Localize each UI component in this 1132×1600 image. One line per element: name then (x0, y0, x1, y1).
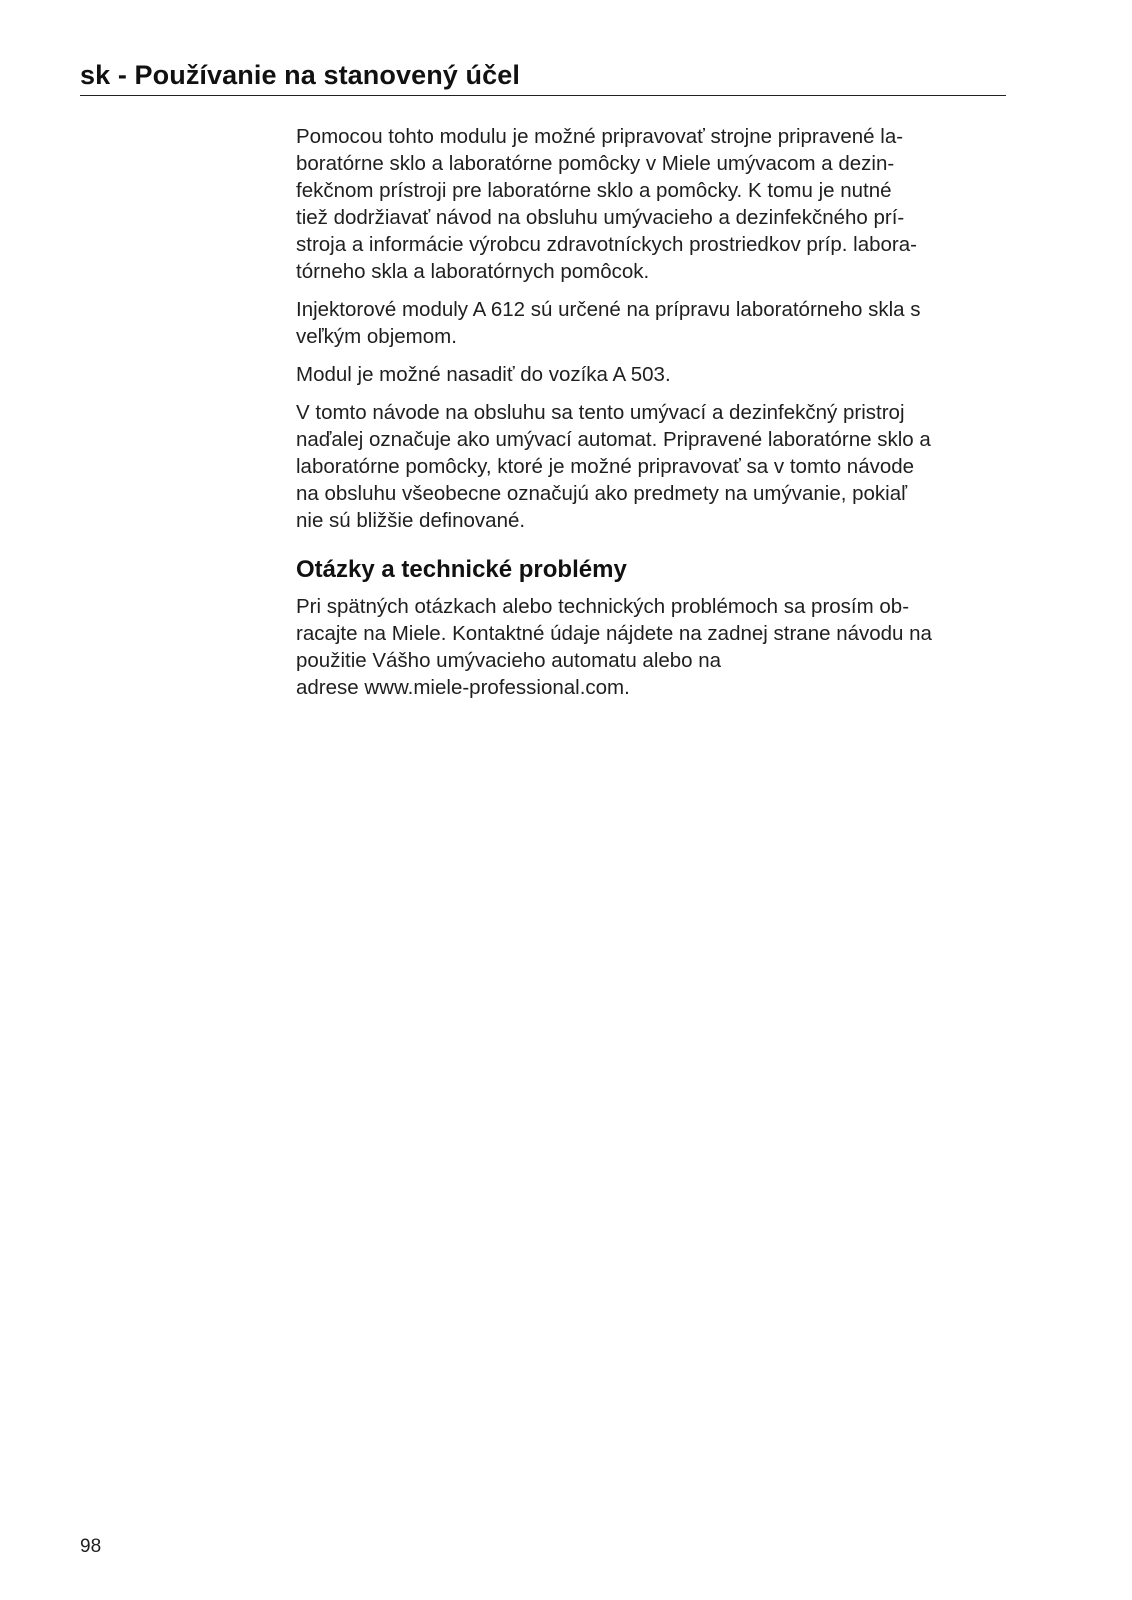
text-line: boratórne sklo a laboratórne pomôcky v Miele umývacom a dezin- (296, 152, 895, 175)
section-heading: Otázky a technické problémy (296, 556, 627, 583)
text-line: tiež dodržiavať návod na obsluhu umývacieho a dezinfekčného prí- (296, 206, 905, 229)
text-line: Pomocou tohto modulu je možné pripravovať strojne pripravené la- (296, 125, 904, 148)
page-title: sk - Používanie na stanovený účel (80, 60, 520, 90)
text-line: Modul je možné nasadiť do vozíka A 503. (296, 363, 671, 386)
text-line: tórneho skla a laboratórnych pomôcok. (296, 260, 650, 283)
text-line: stroja a informácie výrobcu zdravotníckych prostriedkov príp. labora- (296, 233, 917, 256)
paragraph-cart (296, 361, 1008, 388)
paragraph-contact (296, 593, 1008, 701)
page-number: 98 (80, 1536, 102, 1557)
text-line: Pri spätných otázkach alebo technických problémoch sa prosím ob- (296, 595, 910, 618)
text-line: racajte na Miele. Kontaktné údaje nájdete na zadnej strane návodu na (296, 622, 932, 645)
text-line: nie sú bližšie definované. (296, 509, 526, 532)
page-header (80, 60, 1006, 96)
text-line: fekčnom prístroji pre laboratórne sklo a pomôcky. K tomu je nutné (296, 179, 892, 202)
paragraph-terminology (296, 399, 1008, 534)
text-line: naďalej označuje ako umývací automat. Pripravené laboratórne sklo a (296, 428, 931, 451)
paragraph-purpose (296, 123, 1008, 285)
text-line: na obsluhu všeobecne označujú ako predmety na umývanie, pokiaľ (296, 482, 908, 505)
text-line: použitie Vášho umývacieho automatu alebo na (296, 649, 722, 672)
main-content (296, 123, 1008, 712)
text-line: adrese www.miele-professional.com. (296, 676, 630, 699)
text-line: Injektorové moduly A 612 sú určené na prípravu laboratórneho skla s (296, 298, 921, 321)
text-line: veľkým objemom. (296, 325, 457, 348)
text-line: laboratórne pomôcky, ktoré je možné pripravovať sa v tomto návode (296, 455, 915, 478)
text-line: V tomto návode na obsluhu sa tento umývací a dezinfekčný pristroj (296, 401, 905, 424)
paragraph-injector-modules (296, 296, 1008, 350)
